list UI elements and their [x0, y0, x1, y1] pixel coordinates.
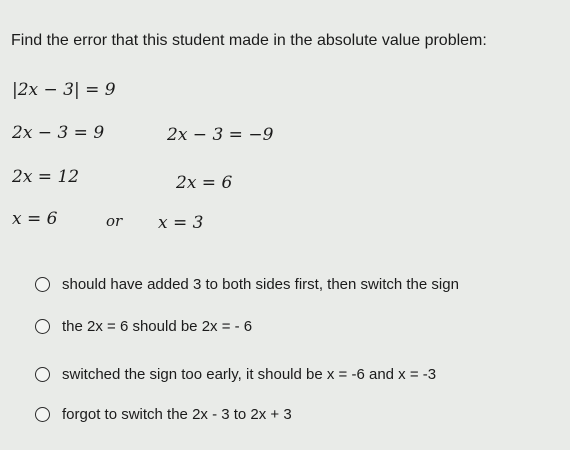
- option-4[interactable]: [35, 403, 292, 425]
- radio-button-icon[interactable]: [35, 277, 50, 292]
- option-1-label: should have added 3 to both sides first, then switch the sign: [62, 275, 459, 293]
- option-3-label: switched the sign too early, it should be x = -6 and x = -3: [62, 365, 437, 383]
- or-word: or: [106, 212, 123, 230]
- option-2[interactable]: [35, 315, 252, 337]
- option-1[interactable]: [35, 273, 459, 295]
- equation-right-step1: 2x − 3 = −9: [167, 125, 274, 145]
- equation-left-step1: 2x − 3 = 9: [12, 123, 105, 143]
- option-4-label: forgot to switch the 2x - 3 to 2x + 3: [62, 405, 292, 423]
- radio-button-icon[interactable]: [35, 407, 50, 422]
- equation-left-final: x = 6: [12, 209, 58, 229]
- radio-button-icon[interactable]: [35, 367, 50, 382]
- equation-right-final: x = 3: [158, 213, 204, 233]
- equation-original: |2x − 3| = 9: [12, 80, 116, 100]
- question-text: Find the error that this student made in the absolute value problem:: [11, 32, 487, 49]
- option-3[interactable]: [35, 363, 436, 385]
- equation-left-step2: 2x = 12: [12, 167, 80, 187]
- option-2-label: the 2x = 6 should be 2x = - 6: [62, 317, 253, 335]
- equation-right-step2: 2x = 6: [176, 173, 233, 193]
- radio-button-icon[interactable]: [35, 319, 50, 334]
